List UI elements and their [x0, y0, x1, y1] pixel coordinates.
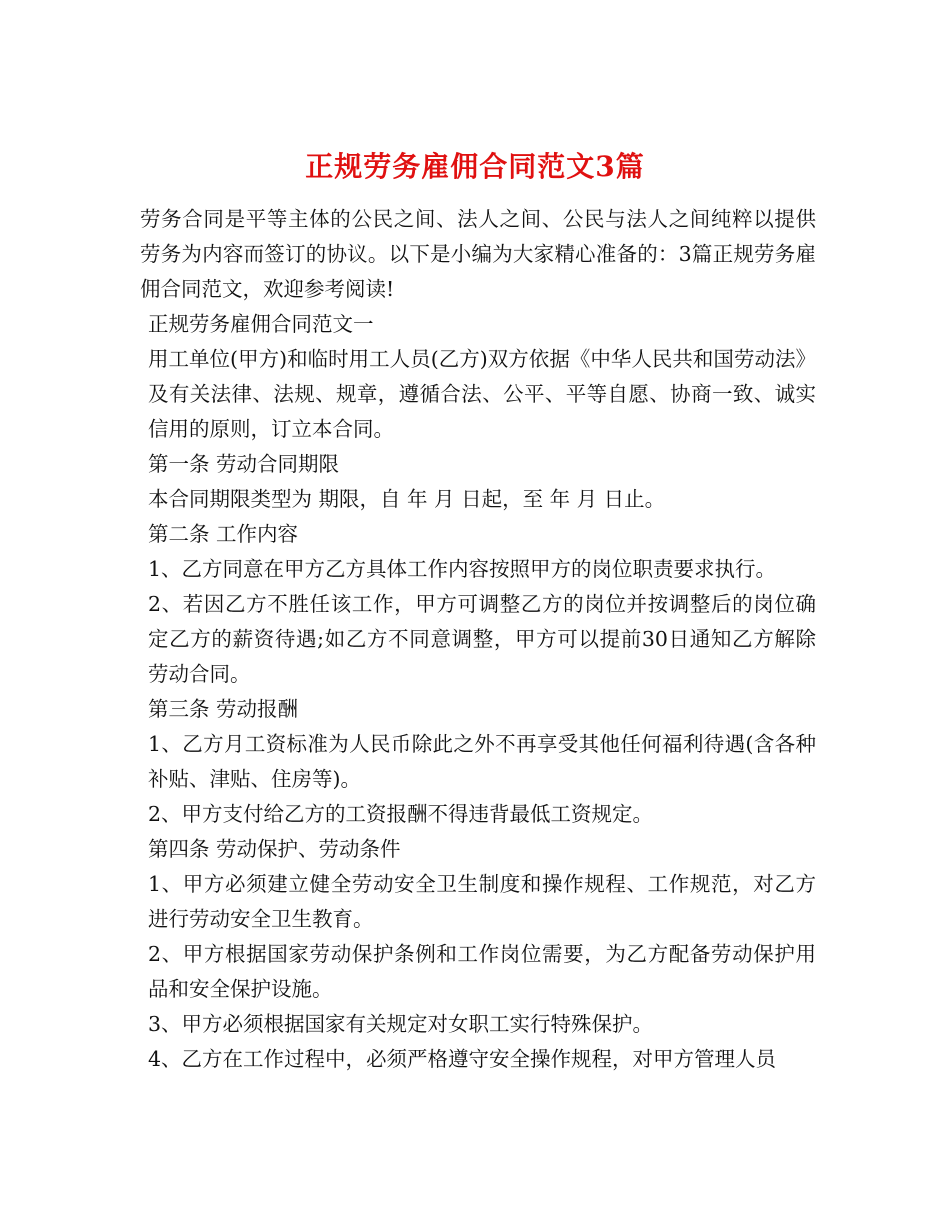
article-heading: 第三条 劳动报酬 — [148, 697, 299, 721]
clause-item: 2、甲方支付给乙方的工资报酬不得违背最低工资规定。 — [148, 802, 654, 826]
article-heading: 第二条 工作内容 — [148, 522, 299, 546]
intro-paragraph: 劳务合同是平等主体的公民之间、法人之间、公民与法人之间纯粹以提供劳务为内容而签订的协议。以下是小编为大家精心准备的：3篇正规劳务雇佣合同范文，欢迎参考阅读! — [140, 207, 816, 301]
document-body — [140, 202, 816, 1077]
clause-item: 3、甲方必须根据国家有关规定对女职工实行特殊保护。 — [148, 1012, 654, 1036]
clause-item: 2、甲方根据国家劳动保护条例和工作岗位需要，为乙方配备劳动保护用品和安全保护设施。 — [148, 942, 816, 1001]
body-paragraph: 本合同期限类型为 期限，自 年 月 日起，至 年 月 日止。 — [148, 487, 666, 511]
section-heading: 正规劳务雇佣合同范文一 — [148, 312, 374, 336]
body-paragraph: 用工单位(甲方)和临时用工人员(乙方)双方依据《中华人民共和国劳动法》及有关法律、法规、规章，遵循合法、公平、平等自愿、协商一致、诚实信用的原则，订立本合同。 — [148, 347, 816, 441]
clause-item: 1、乙方月工资标准为人民币除此之外不再享受其他任何福利待遇(含各种补贴、津贴、住房等)。 — [148, 732, 816, 791]
clause-item: 2、若因乙方不胜任该工作，甲方可调整乙方的岗位并按调整后的岗位确定乙方的薪资待遇;如乙方不同意调整，甲方可以提前30日通知乙方解除劳动合同。 — [148, 592, 816, 686]
clause-item: 4、乙方在工作过程中，必须严格遵守安全操作规程，对甲方管理人员 — [148, 1047, 777, 1071]
article-heading: 第四条 劳动保护、劳动条件 — [148, 837, 401, 861]
clause-item: 1、乙方同意在甲方乙方具体工作内容按照甲方的岗位职责要求执行。 — [148, 557, 777, 581]
clause-item: 1、甲方必须建立健全劳动安全卫生制度和操作规程、工作规范，对乙方进行劳动安全卫生教育。 — [148, 872, 816, 931]
document-title: 正规劳务雇佣合同范文3篇 — [305, 149, 645, 183]
article-heading: 第一条 劳动合同期限 — [148, 452, 340, 476]
